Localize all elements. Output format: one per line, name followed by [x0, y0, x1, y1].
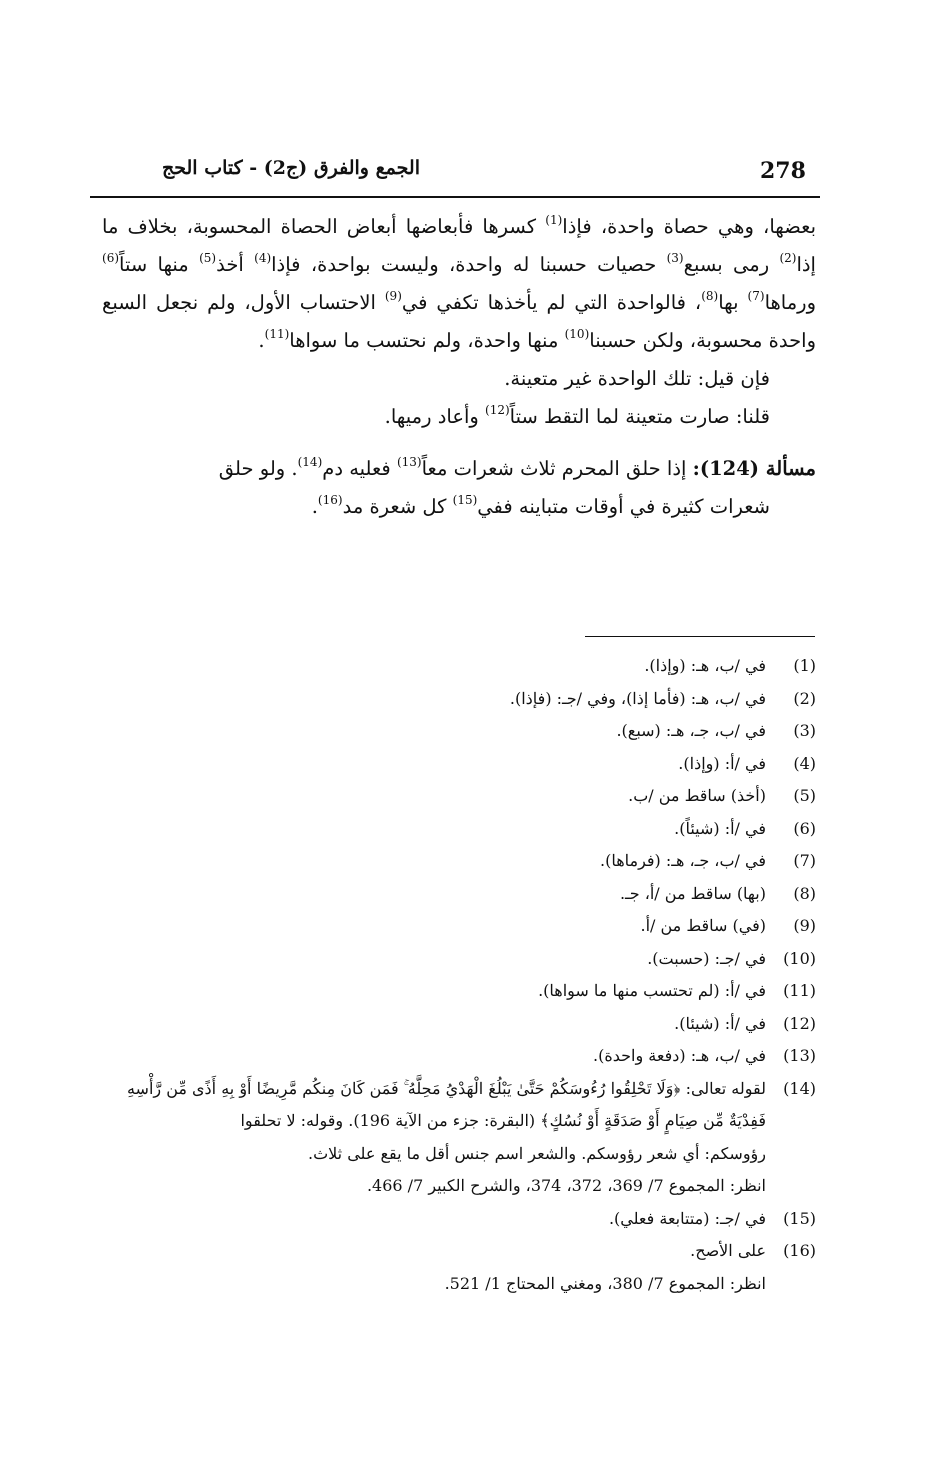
footnote-continuation: فَفِدْيَةٌ مِّن صِيَامٍ أَوْ صَدَقَةٍ أَوْ نُسُكٍ﴾ (البقرة: جزء من الآية 196). وقوله: لا تحلقوا: [240, 1111, 766, 1130]
footnote-ref: (16): [317, 492, 343, 507]
footnote: [102, 650, 816, 683]
answer-line: [102, 398, 816, 436]
footnote-number: (2): [793, 688, 816, 708]
footnote-number: (3): [793, 721, 816, 740]
footnote-ref: (12): [485, 402, 510, 417]
paragraph-main: [102, 208, 816, 360]
footnote-text: (في) ساقط من /أ.: [640, 916, 766, 935]
footnote: [102, 910, 816, 943]
footnote-text: (بها) ساقط من /أ، جـ.: [619, 883, 766, 903]
footnote-continuation: انظر: المجموع 7/ 369، 372، 374، والشرح الكبير 7/ 466.: [366, 1176, 766, 1195]
masala-continuation: [102, 488, 816, 526]
footnote: [102, 780, 816, 813]
footnote-rule: [585, 636, 815, 637]
footnote: [102, 1040, 816, 1073]
footnote-number: (10): [783, 948, 816, 968]
text-run: أخذ: [216, 253, 255, 276]
text-run: رمى بسبع: [683, 253, 780, 276]
text-run: قلنا: صارت متعينة لما التقط ستاً: [509, 405, 770, 428]
footnote-number: (8): [793, 883, 816, 903]
footnote-number: (7): [793, 851, 816, 870]
footnote-text: في /أ: (شيئاً).: [674, 818, 766, 838]
footnote-number: (14): [783, 1078, 816, 1098]
text-run: وأعاد رميها.: [384, 405, 485, 428]
footnote-continuation: انظر: المجموع 7/ 380، ومغني المحتاج 1/ 521.: [444, 1273, 766, 1293]
footnote-number: (13): [783, 1046, 816, 1065]
footnote: [102, 1073, 816, 1106]
footnote-number: (16): [783, 1241, 816, 1260]
text-run: كل شعرة مد: [342, 495, 453, 518]
text-run: منها ستاً: [119, 253, 200, 276]
running-head: الجمع والفرق (ج2) - كتاب الحج: [161, 157, 420, 179]
footnote-ref: (6): [102, 250, 120, 265]
footnote-ref: (15): [452, 492, 478, 507]
text-run: منها واحدة، ولم نحتسب ما سواها: [289, 329, 565, 352]
footnote-text: في /أ: (وإذا).: [678, 753, 766, 773]
text-run: بها: [718, 291, 748, 314]
text-run: فعليه دم: [322, 457, 397, 480]
footnote-continuation: رؤوسكم: أي شعر رؤوسكم. والشعر اسم جنس أقل ما يقع على ثلاث.: [307, 1143, 766, 1163]
footnote-number: (4): [793, 753, 816, 773]
footnote: [102, 975, 816, 1008]
footnote-ref: (2): [779, 250, 797, 265]
text-run: حصيات حسبنا له واحدة، وليست بواحدة، فإذا: [271, 253, 667, 276]
footnote: [102, 715, 816, 748]
question-line: فإن قيل: تلك الواحدة غير متعينة.: [504, 367, 770, 390]
footnote-number: (1): [793, 656, 816, 675]
footnote: [102, 878, 816, 911]
header-rule: [90, 196, 820, 198]
text-run: ورماها: [764, 291, 817, 314]
footnote-ref: (8): [701, 288, 719, 303]
footnote: [102, 683, 816, 716]
footnote-text: في /أ: (شيئا).: [674, 1013, 766, 1033]
footnote-text: في /جـ: (حسبت).: [647, 948, 766, 968]
footnote-text: في /ب، هـ: (فأما إذا)، وفي /جـ: (فإذا).: [509, 688, 766, 708]
footnote: [102, 813, 816, 846]
footnote: [102, 1203, 816, 1236]
footnote-text: في /ب، جـ، هـ: (سبع).: [616, 721, 766, 740]
footnote: [102, 748, 816, 781]
footnote-text: لقوله تعالى: ﴿وَلَا تَحْلِقُوا رُءُوسَكُمْ حَتَّىٰ يَبْلُغَ الْهَدْيُ مَحِلَّهُ ۚ فَمَن كَانَ مِنكُم مَّرِيضًا أَوْ بِهِ أَذًى مِّن رَّأْسِهِ: [126, 1078, 766, 1098]
footnote: [102, 1235, 816, 1268]
text-run: شعرات كثيرة في أوقات متباينه ففي: [477, 495, 770, 518]
footnote-ref: (7): [747, 288, 765, 303]
footnote-text: في /ب، هـ: (وإذا).: [644, 656, 766, 675]
footnote-text: في /أ: (لم تحتسب منها ما سواها).: [538, 981, 766, 1000]
footnote-text: في /ب، هـ: (دفعة واحدة).: [593, 1046, 766, 1065]
footnotes: [102, 650, 816, 1300]
footnote-text: (أخذ) ساقط من /ب.: [628, 786, 766, 805]
footnote-number: (6): [793, 818, 816, 838]
footnote-ref: (11): [264, 326, 290, 341]
text-run: ، فالواحدة التي لم يأخذها تكفي في: [401, 291, 702, 314]
masala-line: [102, 450, 816, 488]
text-run: . ولو حلق: [218, 457, 298, 480]
footnote-number: (11): [783, 981, 816, 1000]
footnote-ref: (3): [666, 250, 684, 265]
footnote: [102, 943, 816, 976]
text-run: الاحتساب الأول، ولم نجعل السبع واحدة محسوبة، ولكن حسبنا: [102, 291, 816, 352]
footnote: [102, 845, 816, 878]
footnote-number: (5): [793, 786, 816, 805]
footnote-ref: (4): [254, 250, 272, 265]
text-run: بعضها، وهي حصاة واحدة، فإذا: [562, 215, 816, 238]
footnote: [102, 1008, 816, 1041]
footnote-number: (9): [793, 916, 816, 935]
footnote-ref: (13): [396, 454, 422, 469]
text-run: إذا حلق المحرم ثلاث شعرات معاً: [421, 457, 693, 480]
footnote-text: على الأصح.: [690, 1241, 766, 1260]
footnote-ref: (9): [384, 288, 402, 303]
footnote-number: (12): [783, 1013, 816, 1033]
footnote-ref: (10): [564, 326, 590, 341]
text-run: .: [258, 329, 265, 352]
footnote-text: في /ب، جـ، هـ: (فرماها).: [599, 851, 766, 870]
masala-label: مسألة (124):: [692, 457, 816, 480]
page-number: 278: [760, 158, 806, 184]
main-text: [102, 208, 816, 526]
footnote-ref: (5): [199, 250, 217, 265]
footnote-number: (15): [783, 1208, 816, 1228]
footnote-text: في /جـ: (متتابعة فعلي).: [608, 1208, 766, 1228]
footnote-ref: (14): [297, 454, 323, 469]
text-run: .: [311, 495, 318, 518]
text-run: كسرها فأبعاضها أبعاض الحصاة المحسوبة، بخلاف ما إذا: [102, 215, 816, 276]
footnote-ref: (1): [545, 212, 563, 227]
